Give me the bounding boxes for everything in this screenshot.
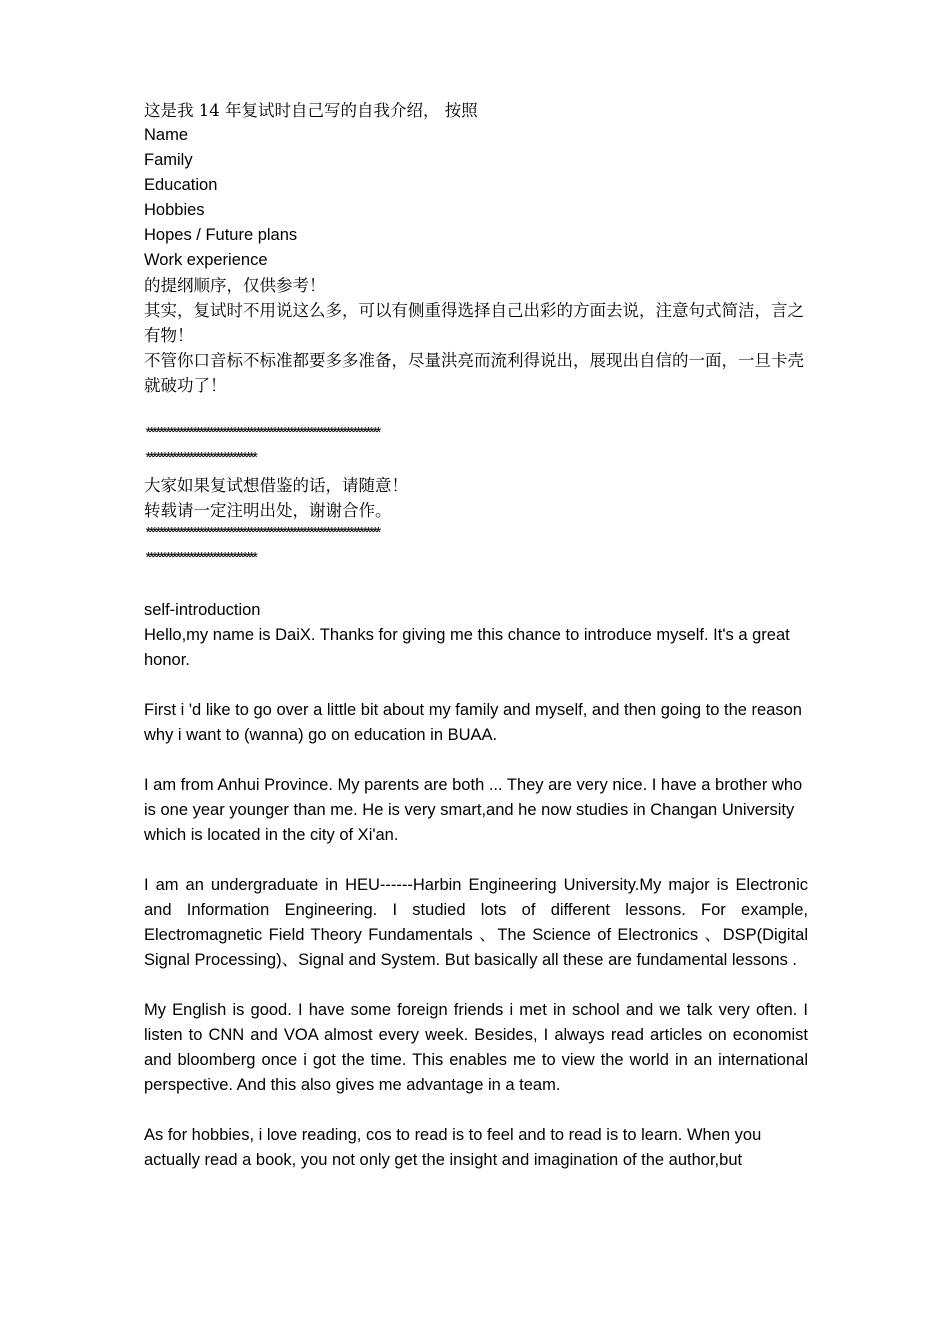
- body-paragraph: Hello,my name is DaiX. Thanks for giving me this chance to introduce myself. It's a great honor.: [144, 626, 790, 669]
- notice-text: 转载请一定注明出处，谢谢合作。: [144, 501, 392, 520]
- body-paragraph: I am from Anhui Province. My parents are both ... They are very nice. I have a brother who is one year younger than me. He is very smart,and he now studies in Changan University which is located in the city of Xi'an.: [144, 776, 803, 844]
- spacer: [144, 1098, 808, 1123]
- body-paragraph: As for hobbies, i love reading, cos to read is to feel and to read is to learn. When you actually read a book, you not only get the insight and imagination of the author,but: [144, 1126, 762, 1169]
- outline-order-note: 的提纲顺序，仅供参考！: [144, 276, 326, 295]
- outline-item-name: Name: [144, 126, 189, 144]
- notice-text: 大家如果复试想借鉴的话，请随意！: [144, 476, 408, 495]
- spacer: [144, 398, 808, 423]
- separator-stars: **********************************************************************: [144, 527, 378, 543]
- spacer: [144, 673, 808, 698]
- section-heading: self-introduction: [144, 601, 261, 619]
- spacer: [144, 973, 808, 998]
- outline-item-family: Family: [144, 151, 193, 169]
- intro-line: 这是我 14 年复试时自己写的自我介绍， 按照: [144, 101, 478, 120]
- spacer: [144, 573, 808, 598]
- outline-item-hobbies: Hobbies: [144, 201, 205, 219]
- outline-item-work: Work experience: [144, 251, 268, 269]
- separator-stars: **********************************************************************: [144, 427, 378, 443]
- outline-item-education: Education: [144, 176, 218, 194]
- body-paragraph: I am an undergraduate in HEU------Harbin Engineering University.My major is Electronic and Information Engineering. I studied lots of different lessons. For example, Electromagnetic Field Theory Fundamentals 、The Science of Electronics 、DSP(Digital Signal Processing)、Signal and System. But basically all these are fundamental lessons .: [144, 876, 808, 969]
- separator-stars: *********************************: [144, 452, 255, 468]
- spacer: [144, 848, 808, 873]
- body-paragraph: My English is good. I have some foreign friends i met in school and we talk very often. I listen to CNN and VOA almost every week. Besides, I always read articles on economist and bloomberg once i got the time. This enables me to view the world in an international perspective. And this also gives me advantage in a team.: [144, 1001, 808, 1094]
- separator-stars: *********************************: [144, 552, 255, 568]
- body-paragraph: First i 'd like to go over a little bit about my family and myself, and then going to the reason why i want to (wanna) go on education in BUAA.: [144, 701, 802, 744]
- spacer: [144, 748, 808, 773]
- document-content: [144, 98, 808, 1173]
- outline-item-hopes: Hopes / Future plans: [144, 226, 298, 244]
- tip-paragraph: 其实，复试时不用说这么多，可以有侧重得选择自己出彩的方面去说，注意句式简洁，言之有物！: [144, 301, 804, 345]
- tip-paragraph: 不管你口音标不标准都要多多准备，尽量洪亮而流利得说出，展现出自信的一面，一旦卡壳就破功了！: [144, 351, 804, 395]
